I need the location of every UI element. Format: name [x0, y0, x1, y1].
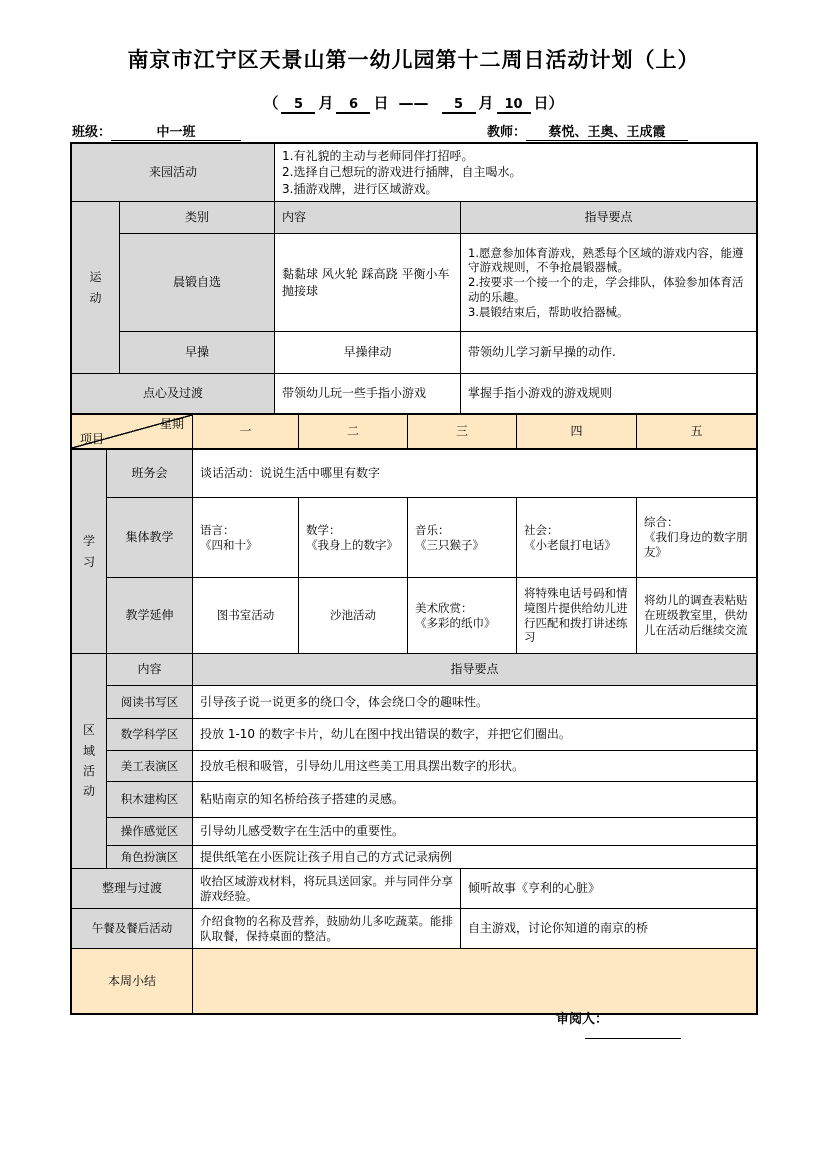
art-area-label: 美工表演区 — [107, 751, 193, 781]
class-meeting-row — [107, 450, 756, 498]
extension-wed — [408, 578, 517, 653]
document-title: 南京市江宁区天景山第一幼儿园第十二周日活动计划（上） — [127, 48, 700, 72]
day-column-wed: 三 — [408, 415, 517, 448]
tidy-content: 收拾区域游戏材料，将玩具送回家。并与同伴分享游戏经验。 — [193, 869, 461, 908]
sports-morning-row — [120, 234, 756, 332]
group-teaching-tue — [299, 498, 408, 577]
group-teaching-mon-text: 语言： 《四和十》 — [200, 522, 258, 552]
extension-fri-text: 将幼儿的调查表粘贴在班级教室里，供幼儿在活动后继续交流 — [644, 593, 748, 637]
group-teaching-fri — [637, 498, 756, 577]
sports-header-category: 类别 — [120, 202, 275, 233]
class-label: 班级： — [72, 125, 112, 140]
sports-rows — [120, 202, 756, 373]
area-row-roleplay — [107, 846, 756, 868]
section-sports — [72, 202, 756, 374]
group-teaching-label: 集体教学 — [107, 498, 193, 577]
date-start-month: 5 — [281, 97, 315, 114]
date-open-paren: （ — [263, 94, 279, 112]
group-teaching-fri-text: 综合： 《我们身边的数字朋友》 — [644, 515, 748, 559]
week-header-row — [72, 413, 756, 450]
class-meeting-content: 谈话活动：说说生活中哪里有数字 — [200, 466, 381, 481]
learning-rows — [107, 450, 756, 653]
class-value: 中一班 — [111, 121, 241, 141]
extension-wed-text: 美术欣赏： 《多彩的纸巾》 — [415, 600, 496, 630]
group-teaching-wed — [408, 498, 517, 577]
math-area-label: 数学科学区 — [107, 719, 193, 750]
group-teaching-thu-text: 社会： 《小老鼠打电话》 — [524, 522, 616, 552]
area-rows — [107, 654, 756, 868]
area-header-row — [107, 654, 756, 686]
arrival-content-text: 1.有礼貌的主动与老师同伴打招呼。 2.选择自己想玩的游戏进行插牌，自主喝水。 3.插游戏牌，进行区域游戏。 — [282, 149, 522, 196]
roleplay-area-label: 角色扮演区 — [107, 846, 193, 868]
month-label: 月 — [318, 94, 334, 112]
week-corner-cell — [72, 415, 193, 448]
reading-area-label: 阅读书写区 — [107, 686, 193, 718]
area-row-reading — [107, 686, 756, 719]
snack-label: 点心及过渡 — [72, 374, 275, 413]
snack-content: 带领幼儿玩一些手指小游戏 — [275, 374, 461, 413]
class-field — [72, 121, 241, 141]
area-header-guide: 指导要点 — [193, 654, 756, 685]
summary-content — [193, 949, 756, 1013]
exercise-label: 早操 — [120, 332, 275, 373]
date-line — [0, 92, 827, 114]
reviewer-label: 审阅人： — [556, 1012, 609, 1027]
area-row-art — [107, 751, 756, 782]
week-corner-bottom: 项目 — [80, 431, 105, 446]
extension-thu — [517, 578, 637, 653]
group-teaching-row — [107, 498, 756, 578]
row-arrival — [72, 144, 756, 202]
area-row-operation — [107, 818, 756, 846]
teaching-extension-label: 教学延伸 — [107, 578, 193, 653]
date-close-paren: 日） — [533, 94, 564, 112]
row-tidy — [72, 869, 756, 909]
summary-label: 本周小结 — [72, 949, 193, 1013]
area-header-content: 内容 — [107, 654, 193, 685]
exercise-guide: 带领幼儿学习新早操的动作. — [468, 345, 616, 360]
art-area-guide: 投放毛根和吸管，引导幼儿用这些美工用具摆出数字的形状。 — [200, 758, 525, 773]
tidy-guide: 倾听故事《亨利的心脏》 — [468, 881, 601, 896]
section-learning — [72, 450, 756, 654]
extension-mon — [193, 578, 299, 653]
extension-fri — [637, 578, 756, 653]
class-meeting-label: 班务会 — [107, 450, 193, 497]
extension-tue-text: 沙池活动 — [330, 608, 376, 623]
morning-exercise-guide-text: 1.愿意参加体育游戏，熟悉每个区域的游戏内容，能遵守游戏规则，不争抢晨锻器械。 2.按要求一个接一个的走，学会排队，体验参加体育活动的乐趣。 3.晨锻结束后，帮助收拾器械。 — [468, 245, 744, 319]
day-column-tue: 二 — [299, 415, 408, 448]
snack-guide: 掌握手指小游戏的游戏规则 — [468, 386, 613, 401]
date-end-day: 10 — [497, 97, 531, 114]
row-lunch — [72, 909, 756, 949]
arrival-content — [275, 144, 756, 201]
morning-exercise-label: 晨锻自选 — [120, 234, 275, 331]
group-teaching-wed-text: 音乐： 《三只猴子》 — [415, 522, 484, 552]
blocks-area-label: 积木建构区 — [107, 782, 193, 817]
math-area-guide: 投放 1-10 的数字卡片，幼儿在图中找出错误的数字，并把它们圈出。 — [200, 727, 571, 742]
reviewer-signature-line — [585, 1038, 681, 1039]
tidy-label: 整理与过渡 — [72, 869, 193, 908]
row-snack — [72, 374, 756, 413]
section-area — [72, 654, 756, 869]
row-summary — [72, 949, 756, 1013]
teaching-extension-row — [107, 578, 756, 653]
day-column-thu: 四 — [517, 415, 637, 448]
month-label: 月 — [478, 94, 494, 112]
teacher-field — [487, 121, 688, 141]
sports-exercise-row — [120, 332, 756, 373]
day-column-mon: 一 — [193, 415, 299, 448]
extension-mon-text: 图书室活动 — [216, 608, 275, 623]
day-column-fri: 五 — [690, 424, 703, 439]
sports-header-content: 内容 — [275, 202, 461, 233]
morning-exercise-content: 黏黏球 风火轮 踩高跷 平衡小车 抛接球 — [275, 234, 461, 331]
teacher-label: 教师： — [487, 125, 527, 140]
group-teaching-tue-text: 数学： 《我身上的数字》 — [306, 522, 398, 552]
extension-tue — [299, 578, 408, 653]
group-teaching-thu — [517, 498, 637, 577]
area-row-math — [107, 719, 756, 751]
arrival-label: 来园活动 — [72, 144, 275, 201]
date-end-month: 5 — [442, 97, 476, 114]
area-label: 区 域 活 动 — [72, 654, 107, 868]
operation-area-label: 操作感觉区 — [107, 818, 193, 845]
lunch-guide: 自主游戏，讨论你知道的南京的桥 — [468, 921, 649, 936]
roleplay-area-guide: 提供纸笔在小医院让孩子用自己的方式记录病例 — [200, 849, 453, 864]
day-label: 日 — [373, 94, 389, 112]
teacher-value: 蔡悦、王奥、王成霞 — [526, 121, 688, 141]
lunch-label: 午餐及餐后活动 — [72, 909, 193, 948]
area-row-blocks — [107, 782, 756, 818]
date-start-day: 6 — [336, 97, 370, 114]
reading-area-guide: 引导孩子说一说更多的绕口令，体会绕口令的趣味性。 — [200, 694, 489, 709]
learning-label: 学 习 — [72, 450, 107, 653]
extension-thu-text: 将特殊电话号码和情境图片提供给幼儿进行匹配和拨打讲述练习 — [524, 586, 628, 645]
week-corner-top: 星期 — [159, 417, 184, 431]
sports-header-guide: 指导要点 — [461, 202, 756, 233]
morning-exercise-guide — [461, 234, 756, 331]
group-teaching-mon — [193, 498, 299, 577]
operation-area-guide: 引导幼儿感受数字在生活中的重要性。 — [200, 824, 405, 839]
blocks-area-guide: 粘贴南京的知名桥给孩子搭建的灵感。 — [200, 792, 405, 807]
exercise-content: 早操律动 — [275, 332, 461, 373]
sports-label: 运 动 — [72, 202, 120, 373]
sports-header-row — [120, 202, 756, 234]
schedule-table — [70, 142, 758, 1015]
lunch-content: 介绍食物的名称及营养，鼓励幼儿多吃蔬菜。能排队取餐，保持桌面的整洁。 — [193, 909, 461, 948]
date-dash: —— — [398, 94, 429, 112]
